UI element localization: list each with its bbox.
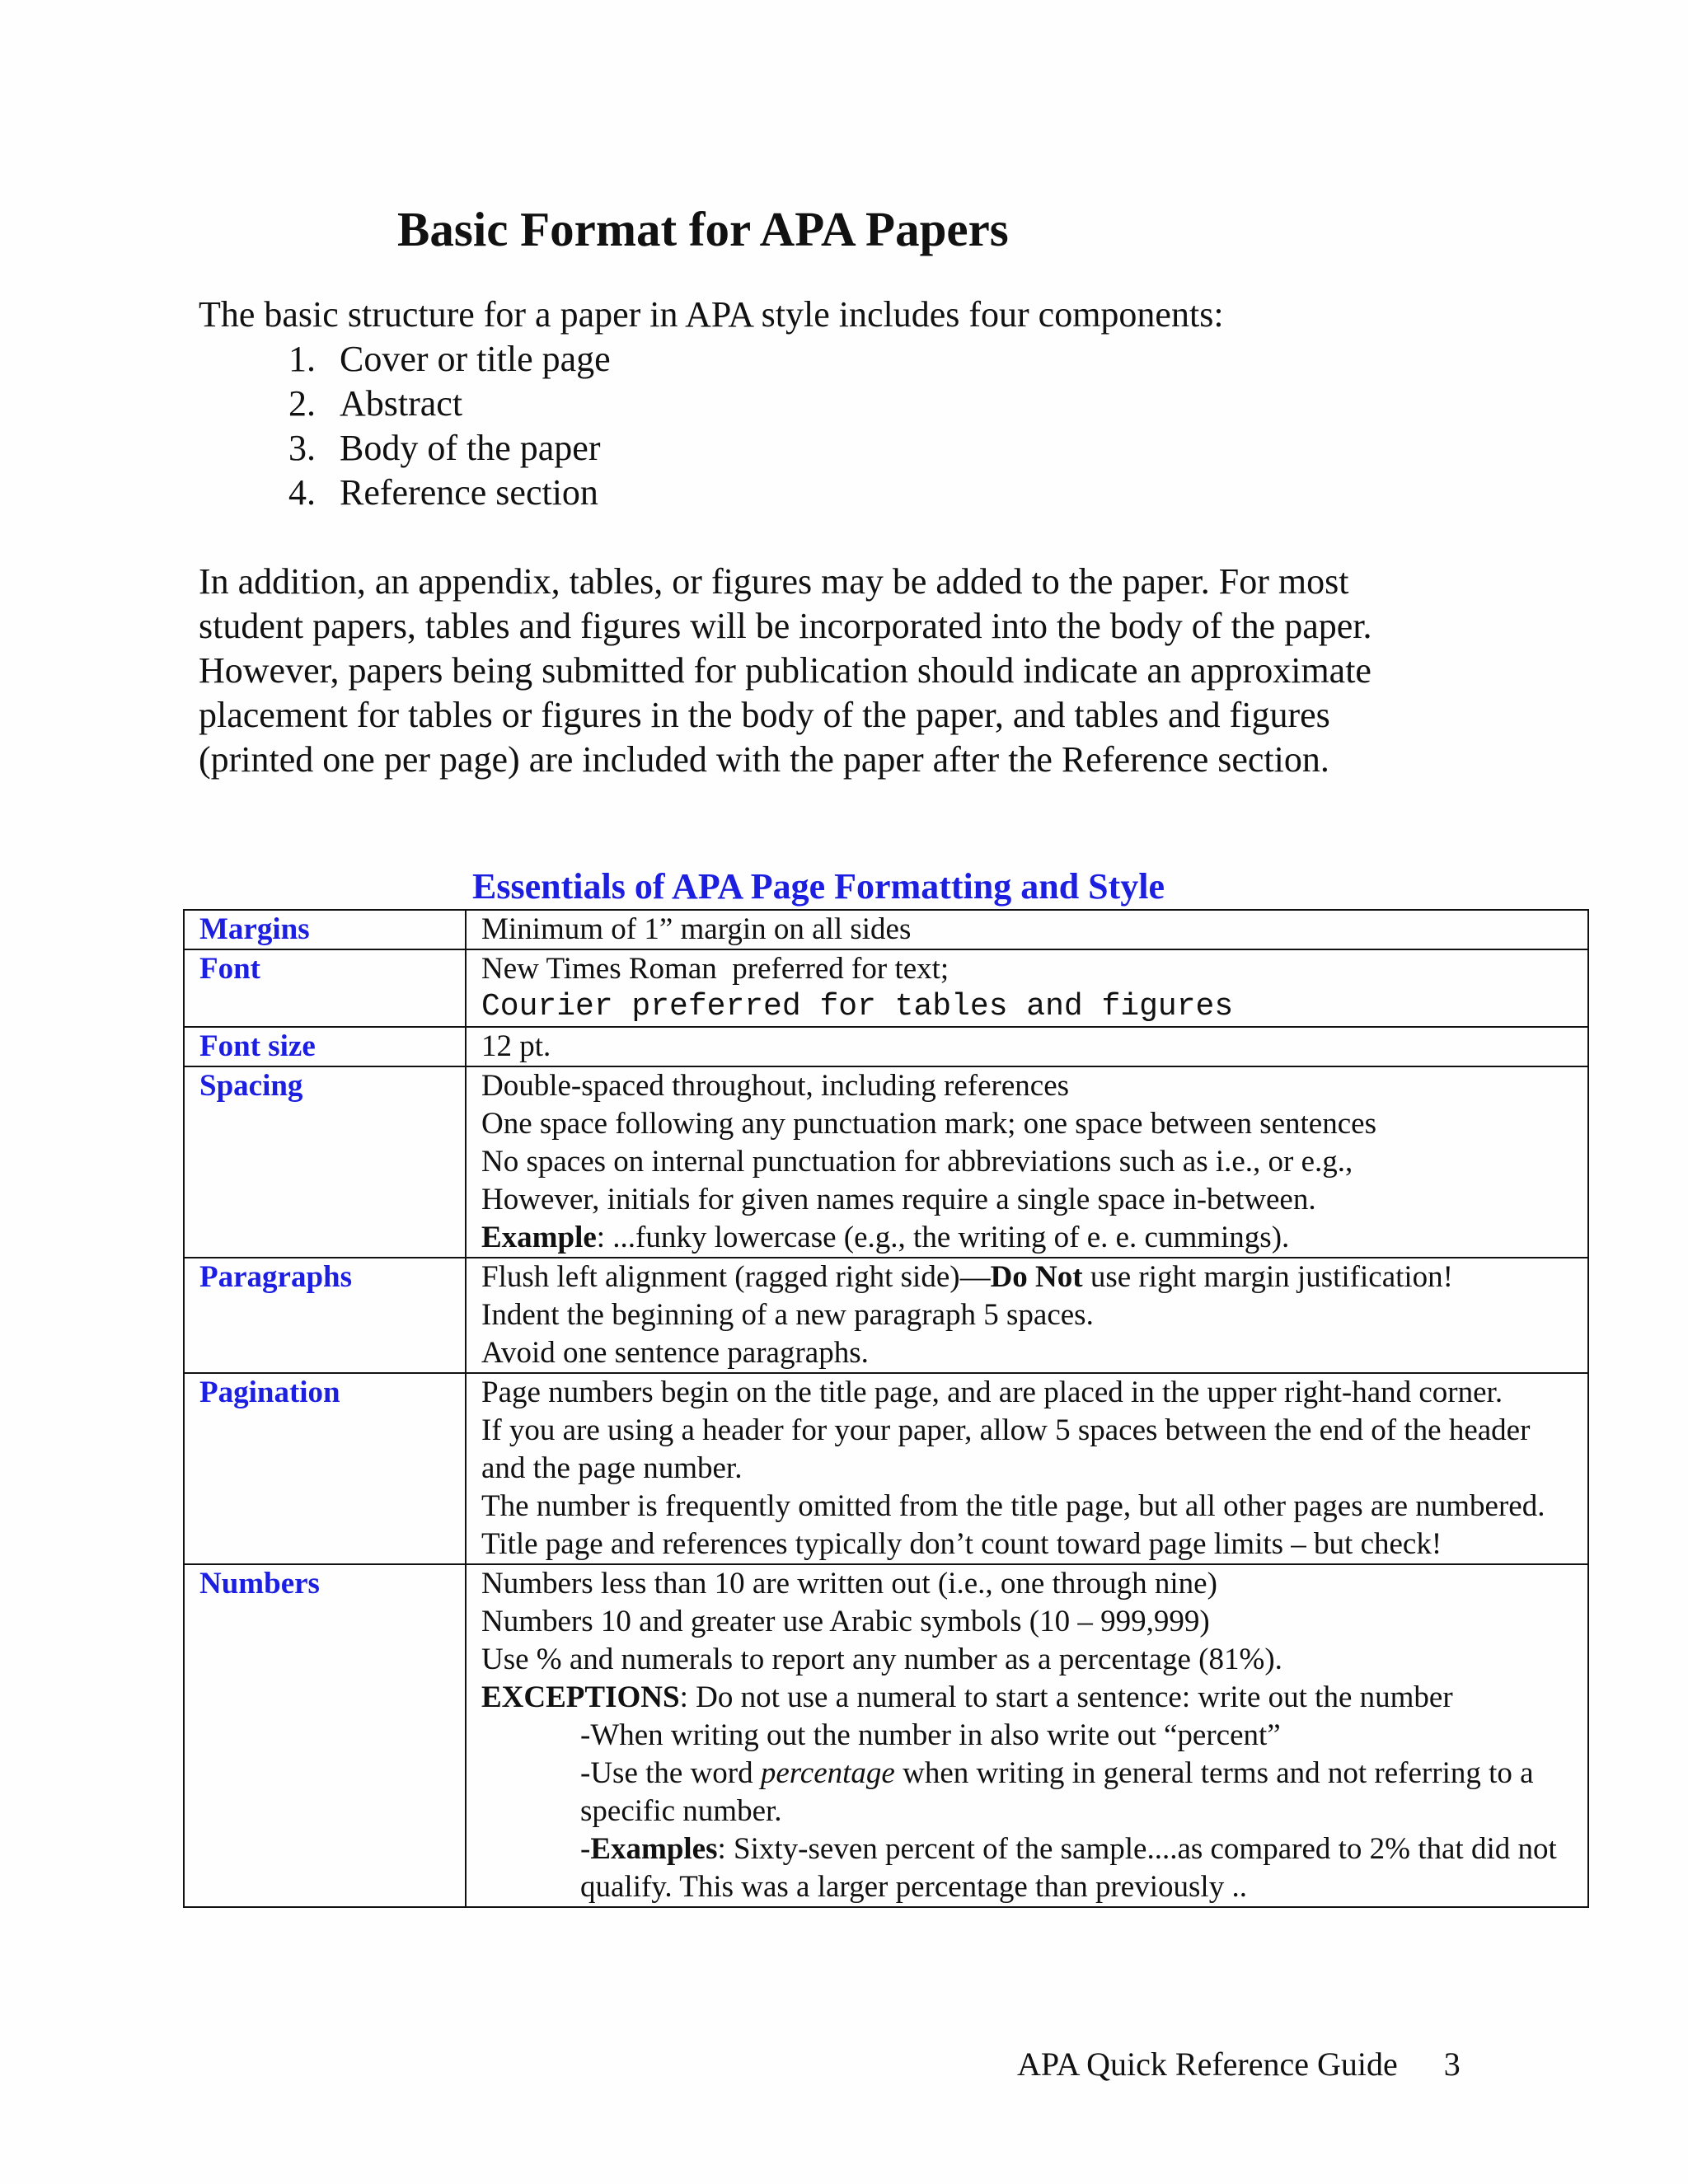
footer-text: APA Quick Reference Guide — [1017, 2046, 1398, 2083]
row-label: Pagination — [184, 1373, 466, 1564]
row-label: Numbers — [184, 1564, 466, 1907]
row-value: Double-spaced throughout, including references One space following any punctuation mark; one space between sentences No spaces on internal punctuation for abbreviations such as i.e., or e.g., However, initials for given names require a single space in-between. Example: ...funky lowercase (e.g., the writing of e. e. cummings). — [466, 1066, 1588, 1258]
row-label: Spacing — [184, 1066, 466, 1258]
list-item: 1. Cover or title page — [288, 339, 611, 379]
row-label: Font — [184, 949, 466, 1027]
page-title: Basic Format for APA Papers — [397, 202, 1009, 256]
row-value: 12 pt. — [466, 1027, 1588, 1066]
table-row-numbers — [184, 1564, 1588, 1907]
table-title: Essentials of APA Page Formatting and Style — [472, 866, 1165, 907]
table-row-spacing — [184, 1066, 1588, 1258]
row-value: Page numbers begin on the title page, and are placed in the upper right-hand corner. If you are using a header for your paper, allow 5 spaces between the end of the header and the page number. The number is frequently omitted from the title page, but all other pages are numbered. Title page and references typically don’t count toward page limits – but check! — [466, 1373, 1588, 1564]
list-item: 3. Body of the paper — [288, 428, 601, 468]
row-value: Flush left alignment (ragged right side)—Do Not use right margin justification! Indent the beginning of a new paragraph 5 spaces. Avoid one sentence paragraphs. — [466, 1258, 1588, 1373]
page-number: 3 — [1443, 2046, 1461, 2083]
list-item: 2. Abstract — [288, 383, 463, 424]
essentials-table — [183, 909, 1589, 1908]
components-list — [288, 337, 611, 515]
page-footer — [1017, 2042, 1461, 2087]
intro-text: The basic structure for a paper in APA style includes four components: — [199, 294, 1224, 335]
row-label: Margins — [184, 910, 466, 949]
row-value: Minimum of 1” margin on all sides — [466, 910, 1588, 949]
row-value: New Times Roman preferred for text; Courier preferred for tables and figures — [466, 949, 1588, 1027]
table-row-margins — [184, 910, 1588, 949]
row-label: Paragraphs — [184, 1258, 466, 1373]
table-row-font-size — [184, 1027, 1588, 1066]
table-row-pagination — [184, 1373, 1588, 1564]
row-label: Font size — [184, 1027, 466, 1066]
additional-paragraph: In addition, an appendix, tables, or figures may be added to the paper. For most student papers, tables and figures will be incorporated into the body of the paper. However, papers being submitted for publication should indicate an approximate placement for tables or figures in the body of the paper, and tables and figures (printed one per page) are included with the paper after the Reference section. — [199, 561, 1372, 780]
row-value: Numbers less than 10 are written out (i.e., one through nine) Numbers 10 and greater use Arabic symbols (10 – 999,999) Use % and numerals to report any number as a percentage (81%). EXCEPTIONS: Do not use a numeral to start a sentence: write out the number -When writing out the number in also write out “percent” -Use the word percentage when writing in general terms and not referring to a specific number. -Examples: Sixty-seven percent of the sample....as compared to 2% that did not qualify. This was a larger percentage than previously .. — [466, 1564, 1588, 1907]
table-row-font — [184, 949, 1588, 1027]
table-row-paragraphs — [184, 1258, 1588, 1373]
list-item: 4. Reference section — [288, 472, 598, 513]
